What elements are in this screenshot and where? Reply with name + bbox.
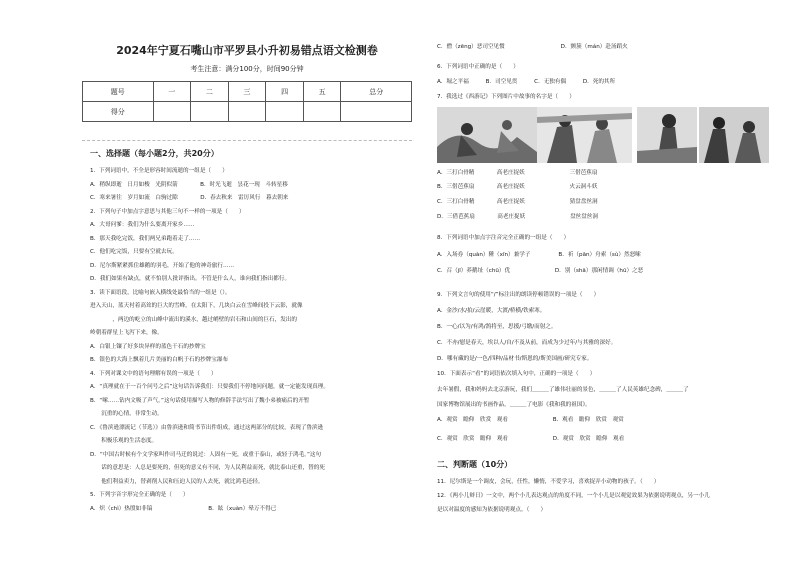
question-line: 去年暑假，我和妈妈去北京游玩，我们＿＿＿了雄伟壮丽的景色，＿＿＿了人民英雄纪念碑，＿＿＿了 xyxy=(437,387,689,393)
question-line: 他们利益卖力，替剥削人民和压迫人民的人去死，就比鸿毛还轻。 xyxy=(90,478,264,485)
score-cell xyxy=(228,102,266,122)
question-line: 4．下列对课文中的语句理解有误的一项是（ ） xyxy=(90,370,217,377)
score-table-header-row xyxy=(83,82,412,102)
question-line: C．召（jī）养鹅址（chū）优 D．别（shā）那闲情调（hū）之恶 xyxy=(437,268,644,274)
illustration-3 xyxy=(637,107,697,163)
question-line: C．观赏 欣赏 瞻仰 观看 D．观赏 欣赏 瞻仰 观看 xyxy=(437,436,625,442)
score-header-cell: 五 xyxy=(303,82,341,102)
question-line: 8．下列词语中加点字注音完全正确的一组是（ ） xyxy=(437,235,570,241)
score-header-cell: 二 xyxy=(191,82,229,102)
section1-title: 一、选择题（每小题2分，共20分） xyxy=(90,149,219,158)
score-cell xyxy=(153,102,191,122)
question-line: 国家博物馆展出的书画作品，＿＿＿了电影《我和我的祖国》。 xyxy=(437,402,591,408)
score-header-cell: 三 xyxy=(228,82,266,102)
score-cell xyxy=(303,102,341,122)
question-line: 12．《两小儿辩日》一文中，两个小儿表达观点的角度不同，一个小儿是以观觉效果为依据说明观点，另一小儿 xyxy=(437,493,710,499)
question-line: A．大哥问爹：我们为什么要离开家乡…… xyxy=(90,222,195,228)
question-line: 进入天山，蓝天衬着高耸的巨大的雪峰，在太阳下，几块白云在雪峰间投下云影，就像 xyxy=(90,303,303,309)
question-line: 是以对温度的感知为依据说明观点。（ ） xyxy=(437,507,547,513)
question-line: B．“嗦……钻内文吸了声气。”这句话使用描写人物的修辞手法写出了魏小弟被痛后的开暂 xyxy=(90,397,310,404)
question-line: B．那天我吃完饭，我们两兄弟跑着走了…… xyxy=(90,235,201,242)
question-line: A．炽（chì）热殷如非镐 B．眩（xuàn）晕万不得已 xyxy=(90,505,277,512)
question-line: 积极乐观的生活态度。 xyxy=(90,438,158,444)
score-header-cell: 四 xyxy=(266,82,304,102)
question-line: 2．下列句子中加点字意思与其他三句不一样的一项是（ ） xyxy=(90,208,245,215)
score-header-cell: 题号 xyxy=(83,82,154,102)
question-line: A．三打白骨精 高老庄捉妖 三借芭蕉扇 xyxy=(437,170,598,176)
question-line: D．“中国古时候有个文学家叫作司马迁的说过：人固有一死，或重于泰山，或轻于鸿毛。”这句 xyxy=(90,451,322,458)
question-line: D．我们如果有缺点，就不怕别人批评指出。不管是什么人，谁向我们指出都行。 xyxy=(90,276,291,282)
illustration-1 xyxy=(437,107,537,163)
question-line: 1．下列词语中，不全是形容时间流逝的一组是（ ） xyxy=(90,168,228,174)
question-line: B．三借芭蕉扇 高老庄捉妖 火云洞斗妖 xyxy=(437,184,598,190)
section2-title: 二、判断题（10分） xyxy=(437,460,513,469)
question-line: A．观赏 瞻仰 欣赏 观看 B．观看 瞻仰 欣赏 观赏 xyxy=(437,417,624,423)
illustration-strip xyxy=(437,107,767,163)
score-cell xyxy=(341,102,412,122)
score-header-cell: 一 xyxy=(153,82,191,102)
exam-title: 2024年宁夏石嘴山市平罗县小升初易错点语文检测卷 xyxy=(116,44,378,57)
question-line: C．三打白骨精 高老庄捉妖 猜盘盘丝洞 xyxy=(437,199,598,205)
illustration-4 xyxy=(699,107,769,163)
question-line: D．尼尔斯紧紧抓住雄鹅的羽毛，开始了他的神奇旅行…… xyxy=(90,262,235,269)
question-line: 7．我选过《西游记》下列图片中故事的名字是（ ） xyxy=(437,94,575,100)
question-line: 9．下列文言句的使用“/”标注出的朗读停顿错误的一项是（ ） xyxy=(437,292,600,298)
question-line: C．寒来暑往 岁月如流 白驹过隙 D．春去秋来 雷厉风行 暮去朝来 xyxy=(90,195,289,201)
exam-notice: 考生注意：满分100分，时间90分钟 xyxy=(190,65,304,73)
question-line: A．稍纵即逝 日月如梭 光阴似箭 B．时光飞逝 昙花一现 斗转星移 xyxy=(90,181,288,188)
score-table-score-row xyxy=(83,102,412,122)
question-line: 3．读下面语段，比喻句嵌入横线处最恰当的一组是（）。 xyxy=(90,289,231,296)
question-line: C．僧（zēng）恶司空见惯 D．颤簇（mán）赴汤蹈火 xyxy=(437,44,628,50)
question-line: 6．下列词语中正确的是（ ） xyxy=(437,64,519,70)
score-cell xyxy=(266,102,304,122)
question-line: B．银色的大海上飘着几片美丽的白帆于石的抄牌宝瀑布 xyxy=(90,357,229,363)
question-line: A．堀之平福 B．司空见贯 C．无独有偶 D．死的其所 xyxy=(437,79,616,85)
score-row-label: 得分 xyxy=(83,102,154,122)
question-line: C．他们吃完饭，只要有空就去玩。 xyxy=(90,249,178,255)
illustration-2 xyxy=(537,107,632,163)
question-line: 沉重的心情，非常生动。 xyxy=(90,411,163,417)
divider xyxy=(82,140,412,141)
question-line: 话的意思是：人总是要死的，但死的意义有不同，为人民利益而死，就比泰山还重，替的死 xyxy=(90,465,325,471)
question-line: A．入场券（quàn）陲（xīn）兼学子 B．祈（pān）舟索（sù）然怒嗦 xyxy=(437,252,641,258)
question-line: ，两边的屹立的山峰中流出的溪水，越过峭壁的岩石和山间的巨石，发出的 xyxy=(90,316,297,323)
question-line: D．哪有藏的是/一色/四种/品材书/斯恩的/斯美国画/研究专家。 xyxy=(437,356,593,362)
score-table xyxy=(82,81,412,122)
question-line: A．金沙/水/拍/云崖暖，大渡/桥横/铁索寒。 xyxy=(437,308,546,314)
score-header-cell: 总分 xyxy=(341,82,412,102)
question-line: B．一心/以为/有鸿/鹄将至，思援/弓缴/而射之。 xyxy=(437,324,557,330)
question-line: 5．下列字音字形完全正确的是（ ） xyxy=(90,492,189,498)
question-line: D．三借芭蕉扇 高老庄捉妖 盘丝盘丝洞 xyxy=(437,214,598,220)
question-line: 岭朝着群星上飞泻下来，像。 xyxy=(90,330,163,336)
question-line: A．“真理就在于一百个问号之后”这句话告诉我们：只要我们不停地问问题，就一定能发现真理。 xyxy=(90,384,329,390)
question-line: A．白银上镶了好多块异样的蓝色干石的抄牌宝 xyxy=(90,343,206,350)
question-line: C．不亦/慰是春天，埃以人/自/不及从前，而成为少过年/与其雅的深好。 xyxy=(437,340,617,346)
question-line: 11．尼尔斯是一个调皮，会玩，任性，懒惰，不爱学习，喜欢捉弄小动物的孩子。（ ） xyxy=(437,479,660,485)
score-cell xyxy=(191,102,229,122)
question-line: C．《鲁滨逊漂流记（节选）》由鲁滨逊和简书节出件组成，通过这两部分的比较，表现了鲁滨逊 xyxy=(90,424,324,431)
question-line: 10．下面表示“看”的词语依次填入句中，正确的一项是（ ） xyxy=(437,371,596,377)
